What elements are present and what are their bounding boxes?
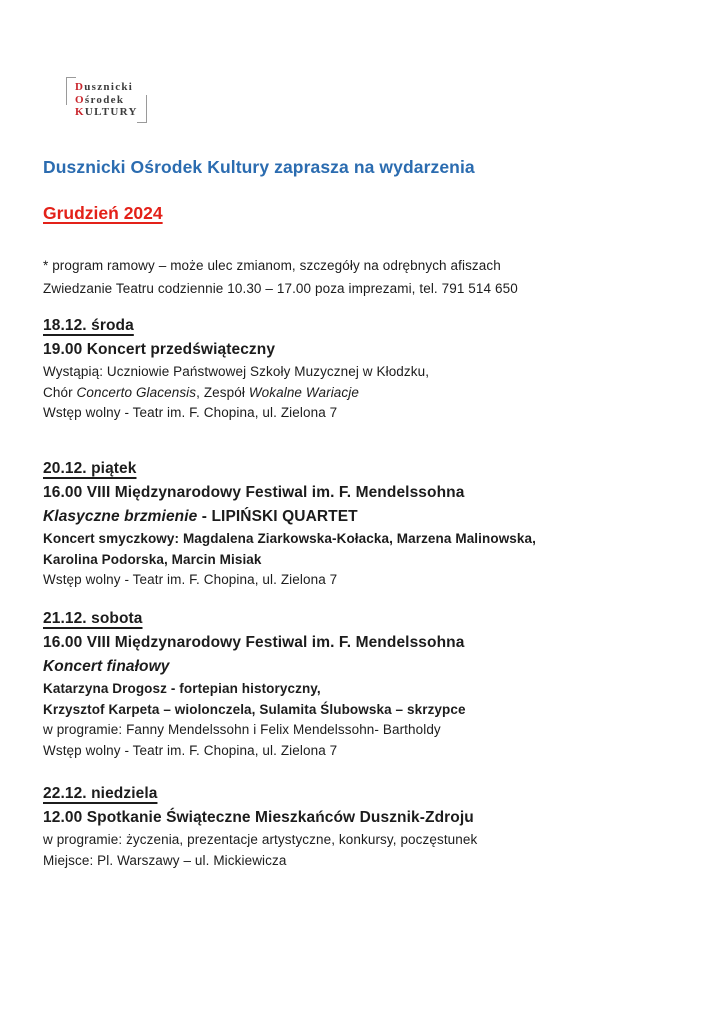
event-line	[43, 830, 477, 851]
event-block	[43, 314, 429, 424]
text-segment: 12.00 Spotkanie Świąteczne Mieszkańców Dusznik-Zdroju	[43, 809, 474, 826]
event-line	[43, 338, 429, 362]
event-line	[43, 679, 466, 700]
event-line	[43, 741, 466, 762]
event-line	[43, 570, 536, 591]
event-line	[43, 481, 536, 505]
text-segment: 16.00 VIII Międzynarodowy Festiwal im. F. Mendelssohna	[43, 634, 465, 651]
text-segment: Krzysztof Karpeta – wiolonczela, Sulamita Ślubowska – skrzypce	[43, 701, 466, 717]
text-segment: 19.00 Koncert przedświąteczny	[43, 341, 276, 358]
logo-initial-letter: K	[75, 106, 85, 118]
event-line	[43, 655, 466, 679]
logo-initial-letter: O	[75, 93, 85, 106]
text-segment: Miejsce: Pl. Warszawy – ul. Mickiewicza	[43, 852, 287, 868]
text-segment: w programie: życzenia, prezentacje artystyczne, konkursy, poczęstunek	[43, 832, 478, 847]
event-line	[43, 631, 466, 655]
event-date: 21.12. sobota	[43, 610, 143, 627]
text-segment: w programie: Fanny Mendelssohn i Felix Mendelssohn- Bartholdy	[43, 722, 441, 737]
event-line	[43, 383, 429, 404]
text-segment: 16.00 VIII Międzynarodowy Festiwal im. F. Mendelssohna	[43, 484, 465, 501]
event-date: 22.12. niedziela	[43, 785, 158, 802]
event-line	[43, 806, 477, 830]
text-segment: Wstęp wolny - Teatr im. F. Chopina, ul. Zielona 7	[43, 405, 338, 420]
text-segment: Wokalne Wariacje	[248, 384, 359, 400]
text-segment: , Zespół	[196, 384, 249, 400]
note-line: Zwiedzanie Teatru codziennie 10.30 – 17.00 poza imprezami, tel. 791 514 650	[43, 281, 518, 296]
event-line	[43, 550, 536, 571]
event-block	[43, 782, 477, 871]
text-segment: Chór	[43, 384, 77, 400]
text-segment: Katarzyna Drogosz - fortepian historyczny,	[43, 681, 321, 696]
note-line: * program ramowy – może ulec zmianom, szczegóły na odrębnych afiszach	[43, 258, 501, 273]
event-date: 18.12. środa	[43, 317, 134, 334]
event-line	[43, 700, 466, 721]
text-segment: Wstęp wolny - Teatr im. F. Chopina, ul. Zielona 7	[43, 572, 338, 587]
text-segment: Karolina Podorska, Marcin Misiak	[43, 551, 262, 567]
event-line	[43, 403, 429, 424]
event-line	[43, 851, 477, 872]
logo-line: KULTURY	[75, 106, 138, 118]
logo-line: Ośrodek	[75, 93, 125, 106]
text-segment: Klasyczne brzmienie	[43, 508, 198, 525]
page-title: Dusznicki Ośrodek Kultury zaprasza na wydarzenia	[43, 157, 475, 177]
event-line	[43, 720, 466, 741]
event-line	[43, 362, 429, 383]
text-segment: Koncert smyczkowy: Magdalena Ziarkowska-Kołacka, Marzena Malinowska,	[43, 531, 536, 546]
event-block	[43, 457, 536, 591]
event-line	[43, 505, 536, 529]
logo-initial-letter: D	[75, 81, 85, 93]
event-line	[43, 529, 536, 550]
event-block	[43, 607, 466, 761]
text-segment: Concerto Glacensis	[76, 384, 197, 400]
logo-line: Dusznicki	[75, 81, 134, 93]
text-segment: Koncert finałowy	[43, 658, 170, 675]
event-date: 20.12. piątek	[43, 460, 137, 477]
text-segment: Wstęp wolny - Teatr im. F. Chopina, ul. Zielona 7	[43, 742, 338, 758]
month-heading: Grudzień 2024	[43, 203, 163, 223]
text-segment: Wystąpią: Uczniowie Państwowej Szkoły Muzycznej w Kłodzku,	[43, 364, 430, 379]
text-segment: - LIPIŃSKI QUARTET	[197, 508, 358, 525]
